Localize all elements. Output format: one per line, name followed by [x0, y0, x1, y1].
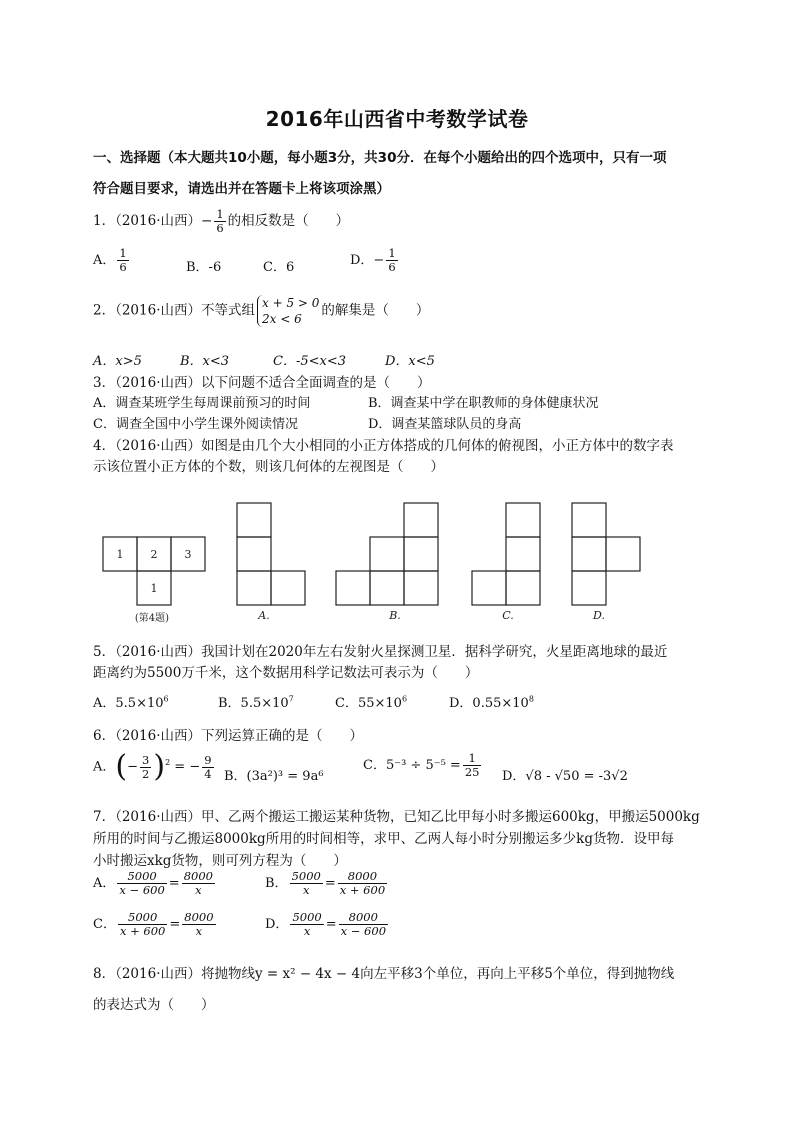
q4-option-a-figure — [237, 503, 305, 605]
question-8-line2: 的表达式为（ ） — [93, 997, 215, 1013]
q7-option-b: B． $\frac{5000}{x}$ = $\frac{8000}{x + 600}$ — [265, 869, 386, 897]
section-heading-line1: 一、选择题（本大题共10小题，每小题3分，共30分．在每个小题给出的四个选项中，只有一项 — [93, 150, 667, 166]
q3-option-c: C．调查全国中小学生课外阅读情况 — [93, 417, 298, 432]
q2-option-a: A．x>5 — [93, 354, 142, 369]
question-1 — [93, 208, 349, 235]
q4-option-d-figure — [572, 503, 640, 605]
q5-option-d: D．$0.55\times 10^8$ — [449, 694, 534, 711]
question-7-line1: 7．（2016·山西）甲、乙两个搬运工搬运某种货物，已知乙比甲每小时多搬运600kg，甲搬运5000kg — [93, 809, 700, 825]
q1-suffix: 的相反数是（ ） — [227, 213, 350, 229]
q4-cell-label: 2 — [150, 548, 158, 561]
question-8-line1: 8．（2016·山西）将抛物线y = x² − 4x − 4向左平移3个单位，再向上平移5个单位，得到抛物线 — [93, 966, 675, 982]
q4-cell-label: 1 — [116, 548, 124, 561]
q7-option-c: C． $\frac{5000}{x + 600}$ = $\frac{8000}{x}$ — [93, 910, 214, 938]
q2-option-d: D．x<5 — [385, 354, 435, 369]
question-7-line2: 所用的时间与乙搬运8000kg所用的时间相等，求甲、乙两人每小时分别搬运多少kg货物．设甲每 — [93, 831, 674, 847]
q4-figures — [0, 490, 794, 630]
question-5-line1: 5．（2016·山西）我国计划在2020年左右发射火星探测卫星．据科学研究，火星距离地球的最近 — [93, 644, 668, 660]
page-title: 2016年山西省中考数学试卷 — [265, 107, 529, 131]
q4-option-b-figure — [336, 503, 438, 605]
q2-option-b: B．x<3 — [180, 354, 230, 369]
q4-label-c: C. — [502, 609, 514, 622]
q7-option-d: D． $\frac{5000}{x}$ = $\frac{8000}{x - 600}$ — [265, 910, 387, 938]
question-5-line2: 距离约为5500万千米，这个数据用科学记数法可表示为（ ） — [93, 665, 479, 681]
q6-option-a: A．(− $\frac{3}{2}$ )$^2$ = − $\frac{9}{4}$ — [93, 749, 212, 784]
q1-minus: − — [201, 213, 213, 229]
q4-cell-label: 3 — [184, 548, 192, 561]
question-4-line1: 4．（2016·山西）如图是由几个大小相同的小正方体搭成的几何体的俯视图，小正方体中的数字表 — [93, 438, 674, 454]
q4-cell-label: 1 — [150, 582, 158, 595]
q7-option-a: A． $\frac{5000}{x - 600}$ = $\frac{8000}{x}$ — [93, 869, 213, 897]
q4-label-a: A. — [258, 609, 270, 622]
q1-prefix: 1．（2016·山西） — [93, 213, 201, 229]
q1-option-c: C．6 — [263, 260, 295, 275]
q4-option-c-figure — [472, 503, 540, 605]
q3-option-d: D．调查某篮球队员的身高 — [368, 417, 522, 432]
q2-inequality-system: x + 5 > 0 2x < 6 — [257, 295, 319, 327]
q5-option-c: C．$55\times 10^6$ — [335, 694, 408, 711]
q6-option-c: C．5⁻³ ÷ 5⁻⁵ = $\frac{1}{25}$ — [363, 751, 480, 779]
q4-label-b: B. — [389, 609, 401, 622]
q5-option-a: A．$5.5\times 10^6$ — [93, 694, 169, 711]
q2-option-c: C．-5<x<3 — [273, 354, 346, 369]
q1-option-a: A． $\frac{1}{6}$ — [93, 246, 127, 274]
question-3: 3．（2016·山西）以下问题不适合全面调查的是（ ） — [93, 375, 431, 391]
q4-label-d: D. — [593, 609, 605, 622]
q4-fig-caption: (第4题) — [134, 613, 170, 624]
q1-option-b: B．-6 — [186, 260, 222, 275]
section-heading-line2: 符合题目要求，请选出并在答题卡上将该项涂黑） — [93, 181, 390, 197]
question-4-line2: 示该位置小正方体的个数，则该几何体的左视图是（ ） — [93, 459, 444, 475]
question-2: 2．（2016·山西）不等式组 x + 5 > 0 2x < 6 的解集是（ ） — [93, 296, 430, 326]
q1-option-d: D．− $\frac{1}{6}$ — [350, 246, 396, 274]
q5-option-b: B．$5.5\times 10^7$ — [218, 694, 294, 711]
q6-option-b: B．(3a²)³ = 9a⁶ — [224, 769, 324, 784]
q1-fraction: $\frac{1}{6}$ — [216, 207, 224, 235]
question-6: 6．（2016·山西）下列运算正确的是（ ） — [93, 728, 363, 744]
q3-option-b: B．调查某中学在职教师的身体健康状况 — [368, 396, 599, 411]
q6-option-d: D．√8 - √50 = -3√2 — [502, 769, 628, 784]
q3-option-a: A．调查某班学生每周课前预习的时间 — [93, 396, 311, 411]
question-7-line3: 小时搬运xkg货物，则可列方程为（ ） — [93, 853, 347, 869]
